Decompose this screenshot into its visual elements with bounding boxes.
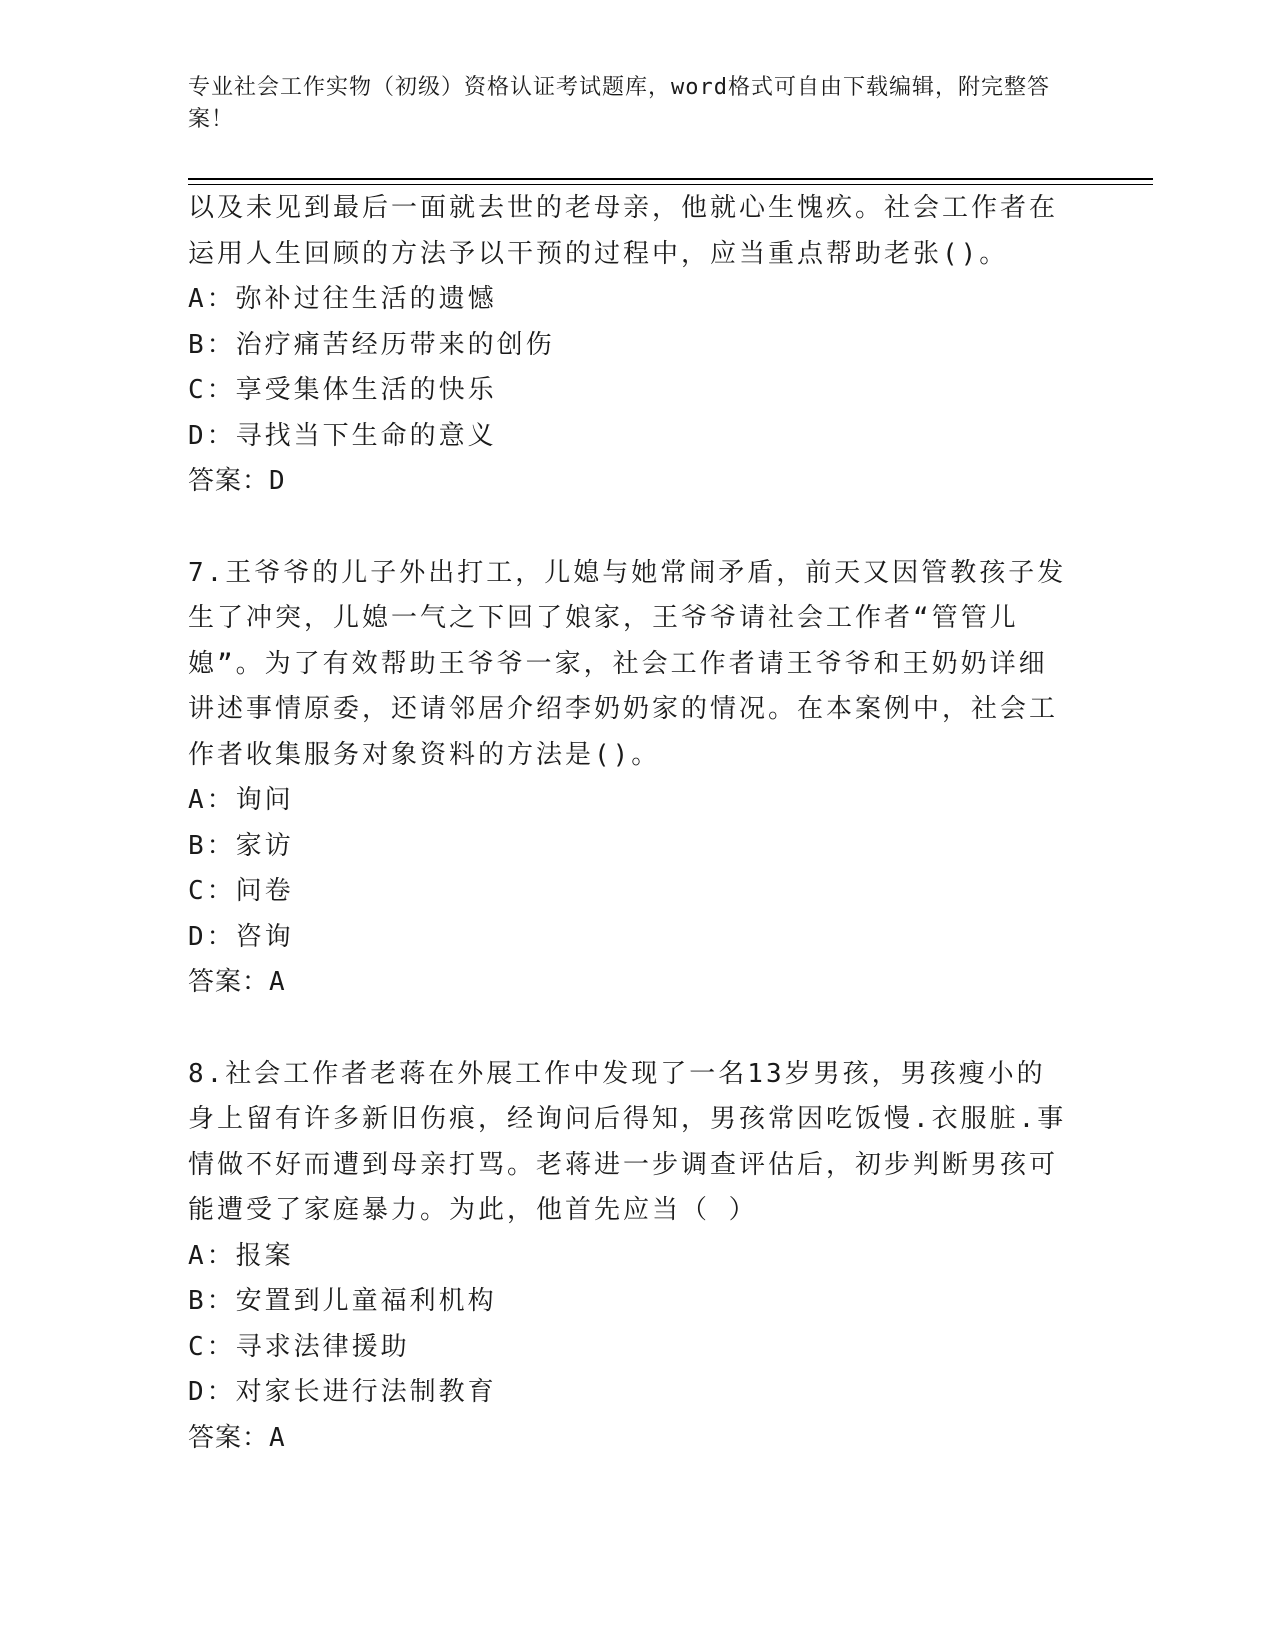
spacer bbox=[188, 505, 1068, 551]
answer-label: 答案： bbox=[188, 466, 270, 496]
question-stem: 以及未见到最后一面就去世的老母亲，他就心生愧疚。社会工作者在运用人生回顾的方法予以干预的过程中，应当重点帮助老张()。 bbox=[188, 193, 1059, 269]
question-7 bbox=[188, 551, 1068, 1006]
answer-value: A bbox=[269, 1422, 286, 1453]
option-b: B：治疗痛苦经历带来的创伤 bbox=[188, 329, 555, 360]
option-c: C：问卷 bbox=[188, 876, 294, 906]
answer-value: D bbox=[269, 466, 286, 496]
answer-line bbox=[188, 1416, 1068, 1462]
option-a: A：询问 bbox=[188, 785, 294, 815]
page-header: 专业社会工作实物（初级）资格认证考试题库，word格式可自由下载编辑，附完整答案！ bbox=[188, 75, 1050, 132]
option-d: D：寻找当下生命的意义 bbox=[188, 420, 497, 451]
option-b: B：安置到儿童福利机构 bbox=[188, 1286, 497, 1316]
spacer bbox=[188, 1006, 1068, 1052]
header-divider-thin bbox=[188, 184, 1153, 185]
option-c: C：寻求法律援助 bbox=[188, 1331, 410, 1362]
question-8 bbox=[188, 1052, 1068, 1462]
option-b: B：家访 bbox=[188, 830, 294, 861]
answer-line bbox=[188, 459, 1068, 505]
option-a: A：弥补过往生活的遗憾 bbox=[188, 284, 497, 314]
answer-label: 答案： bbox=[188, 1422, 270, 1453]
option-c: C：享受集体生活的快乐 bbox=[188, 375, 497, 405]
answer-value: A bbox=[269, 967, 286, 997]
header-divider-thick bbox=[188, 178, 1153, 180]
question-stem: 8.社会工作者老蒋在外展工作中发现了一名13岁男孩，男孩瘦小的身上留有许多新旧伤痕，经询问后得知，男孩常因吃饭慢.衣服脏.事情做不好而遭到母亲打骂。老蒋进一步调查评估后，初步判断男孩可能遭受了家庭暴力。为此，他首先应当（ ） bbox=[188, 1058, 1067, 1225]
option-a: A：报案 bbox=[188, 1240, 294, 1271]
question-stem: 7.王爷爷的儿子外出打工，儿媳与她常闹矛盾，前天又因管教孩子发生了冲突，儿媳一气之下回了娘家，王爷爷请社会工作者“管管儿媳”。为了有效帮助王爷爷一家，社会工作者请王爷爷和王奶奶详细讲述事情原委，还请邻居介绍李奶奶家的情况。在本案例中，社会工作者收集服务对象资料的方法是()。 bbox=[188, 557, 1067, 770]
option-d: D：对家长进行法制教育 bbox=[188, 1377, 497, 1407]
answer-line bbox=[188, 960, 1068, 1006]
option-d: D：咨询 bbox=[188, 921, 294, 952]
question-6 bbox=[188, 186, 1068, 505]
question-content bbox=[188, 186, 1068, 1461]
answer-label: 答案： bbox=[188, 967, 270, 997]
